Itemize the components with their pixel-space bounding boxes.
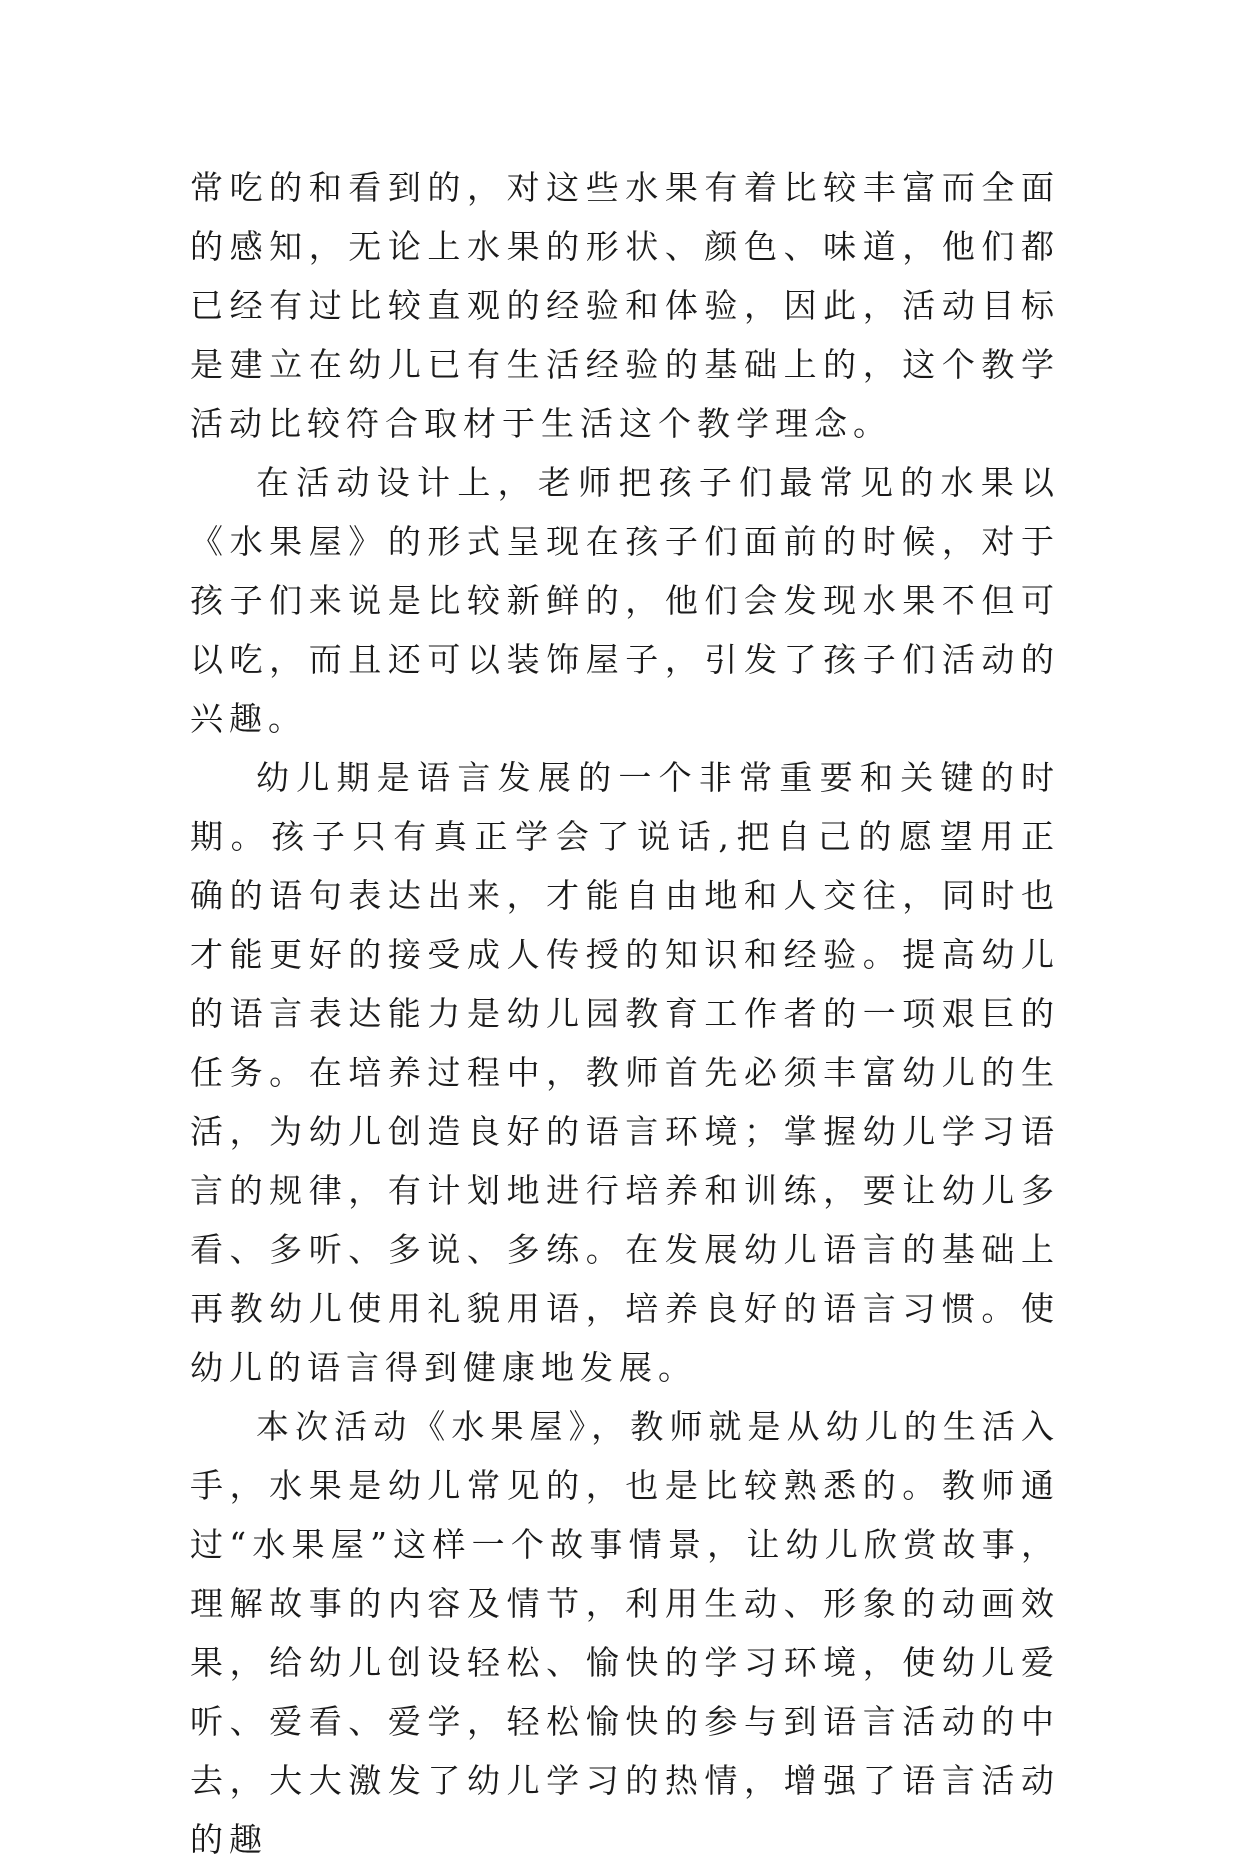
document-body (190, 158, 1060, 1869)
paragraph-language-development: 幼儿期是语言发展的一个非常重要和关键的时期。孩子只有真正学会了说话,把自己的愿望用正确的语句表达出来，才能自由地和人交往，同时也才能更好的接受成人传授的知识和经验。提高幼儿的语言表达能力是幼儿园教育工作者的一项艰巨的任务。在培养过程中，教师首先必须丰富幼儿的生活，为幼儿创造良好的语言环境；掌握幼儿学习语言的规律，有计划地进行培养和训练，要让幼儿多看、多听、多说、多练。在发展幼儿语言的基础上再教幼儿使用礼貌用语，培养良好的语言习惯。使幼儿的语言得到健康地发展。 (190, 758, 1060, 1387)
paragraph-activity-design: 在活动设计上，老师把孩子们最常见的水果以《水果屋》的形式呈现在孩子们面前的时候，对于孩子们来说是比较新鲜的，他们会发现水果不但可以吃，而且还可以装饰屋子，引发了孩子们活动的兴趣。 (190, 463, 1060, 738)
paragraph-fruit-house-activity: 本次活动《水果屋》，教师就是从幼儿的生活入手，水果是幼儿常见的，也是比较熟悉的。教师通过“水果屋”这样一个故事情景，让幼儿欣赏故事，理解故事的内容及情节，利用生动、形象的动画效果，给幼儿创设轻松、愉快的学习环境，使幼儿爱听、爱看、爱学，轻松愉快的参与到语言活动的中去，大大激发了幼儿学习的热情，增强了语言活动的趣 (190, 1407, 1060, 1859)
paragraph-continued: 常吃的和看到的，对这些水果有着比较丰富而全面的感知，无论上水果的形状、颜色、味道，他们都已经有过比较直观的经验和体验，因此，活动目标是建立在幼儿已有生活经验的基础上的，这个教学活动比较符合取材于生活这个教学理念。 (190, 168, 1060, 443)
